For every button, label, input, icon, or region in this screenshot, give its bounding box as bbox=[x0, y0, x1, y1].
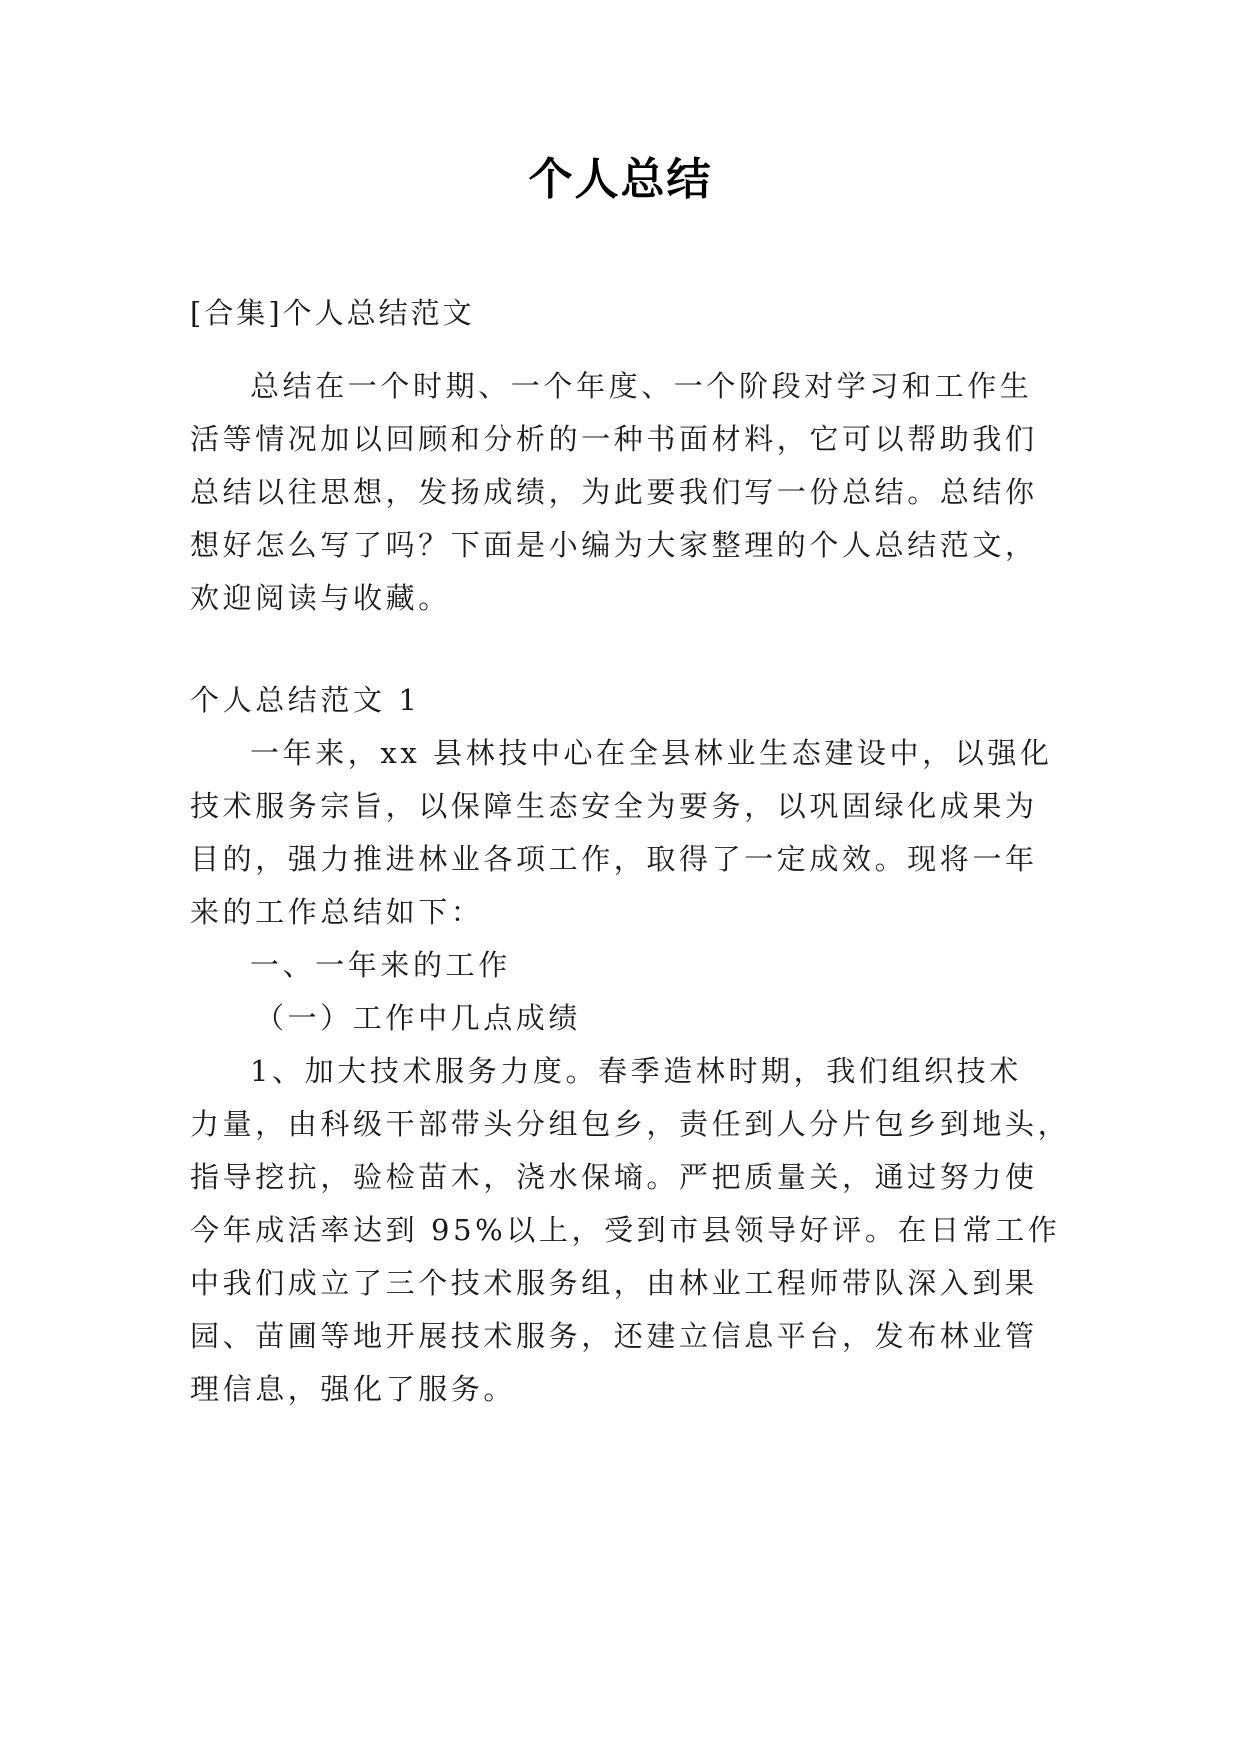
item-paragraph-line: 力量，由科级干部带头分组包乡，责任到人分片包乡到地头， bbox=[190, 1107, 1071, 1141]
intro-line: 想好怎么写了吗？下面是小编为大家整理的个人总结范文， bbox=[190, 528, 1038, 562]
item-paragraph-line: 理信息，强化了服务。 bbox=[190, 1372, 517, 1406]
item-paragraph-line: 指导挖抗，验检苗木，浇水保墒。严把质量关，通过努力使 bbox=[190, 1160, 1038, 1194]
document-subtitle: [合集]个人总结范文 bbox=[190, 296, 475, 330]
document-title: 个人总结 bbox=[528, 154, 713, 205]
intro-line: 总结以往思想，发扬成绩，为此要我们写一份总结。总结你 bbox=[190, 475, 1038, 509]
item-paragraph-line: 园、苗圃等地开展技术服务，还建立信息平台，发布林业管 bbox=[190, 1319, 1038, 1353]
section-paragraph-line: 目的，强力推进林业各项工作，取得了一定成效。现将一年 bbox=[190, 842, 1038, 876]
item-paragraph-line: 1、加大技术服务力度。春季造林时期，我们组织技术 bbox=[250, 1054, 1022, 1088]
section-paragraph-line: 一年来，xx 县林技中心在全县林业生态建设中，以强化 bbox=[250, 736, 1053, 770]
intro-line: 活等情况加以回顾和分析的一种书面材料，它可以帮助我们 bbox=[190, 422, 1038, 456]
heading-level-1: 一、一年来的工作 bbox=[250, 948, 511, 982]
section-paragraph-line: 来的工作总结如下： bbox=[190, 895, 484, 929]
intro-line: 欢迎阅读与收藏。 bbox=[190, 581, 451, 615]
intro-line: 总结在一个时期、一个年度、一个阶段对学习和工作生 bbox=[250, 369, 1033, 403]
heading-level-2: （一）工作中几点成绩 bbox=[255, 1001, 582, 1035]
item-paragraph-line: 中我们成立了三个技术服务组，由林业工程师带队深入到果 bbox=[190, 1266, 1038, 1300]
item-paragraph-line: 今年成活率达到 95%以上，受到市县领导好评。在日常工作 bbox=[190, 1213, 1061, 1247]
section-paragraph-line: 技术服务宗旨，以保障生态安全为要务，以巩固绿化成果为 bbox=[190, 789, 1038, 823]
section-heading: 个人总结范文 1 bbox=[190, 683, 421, 717]
